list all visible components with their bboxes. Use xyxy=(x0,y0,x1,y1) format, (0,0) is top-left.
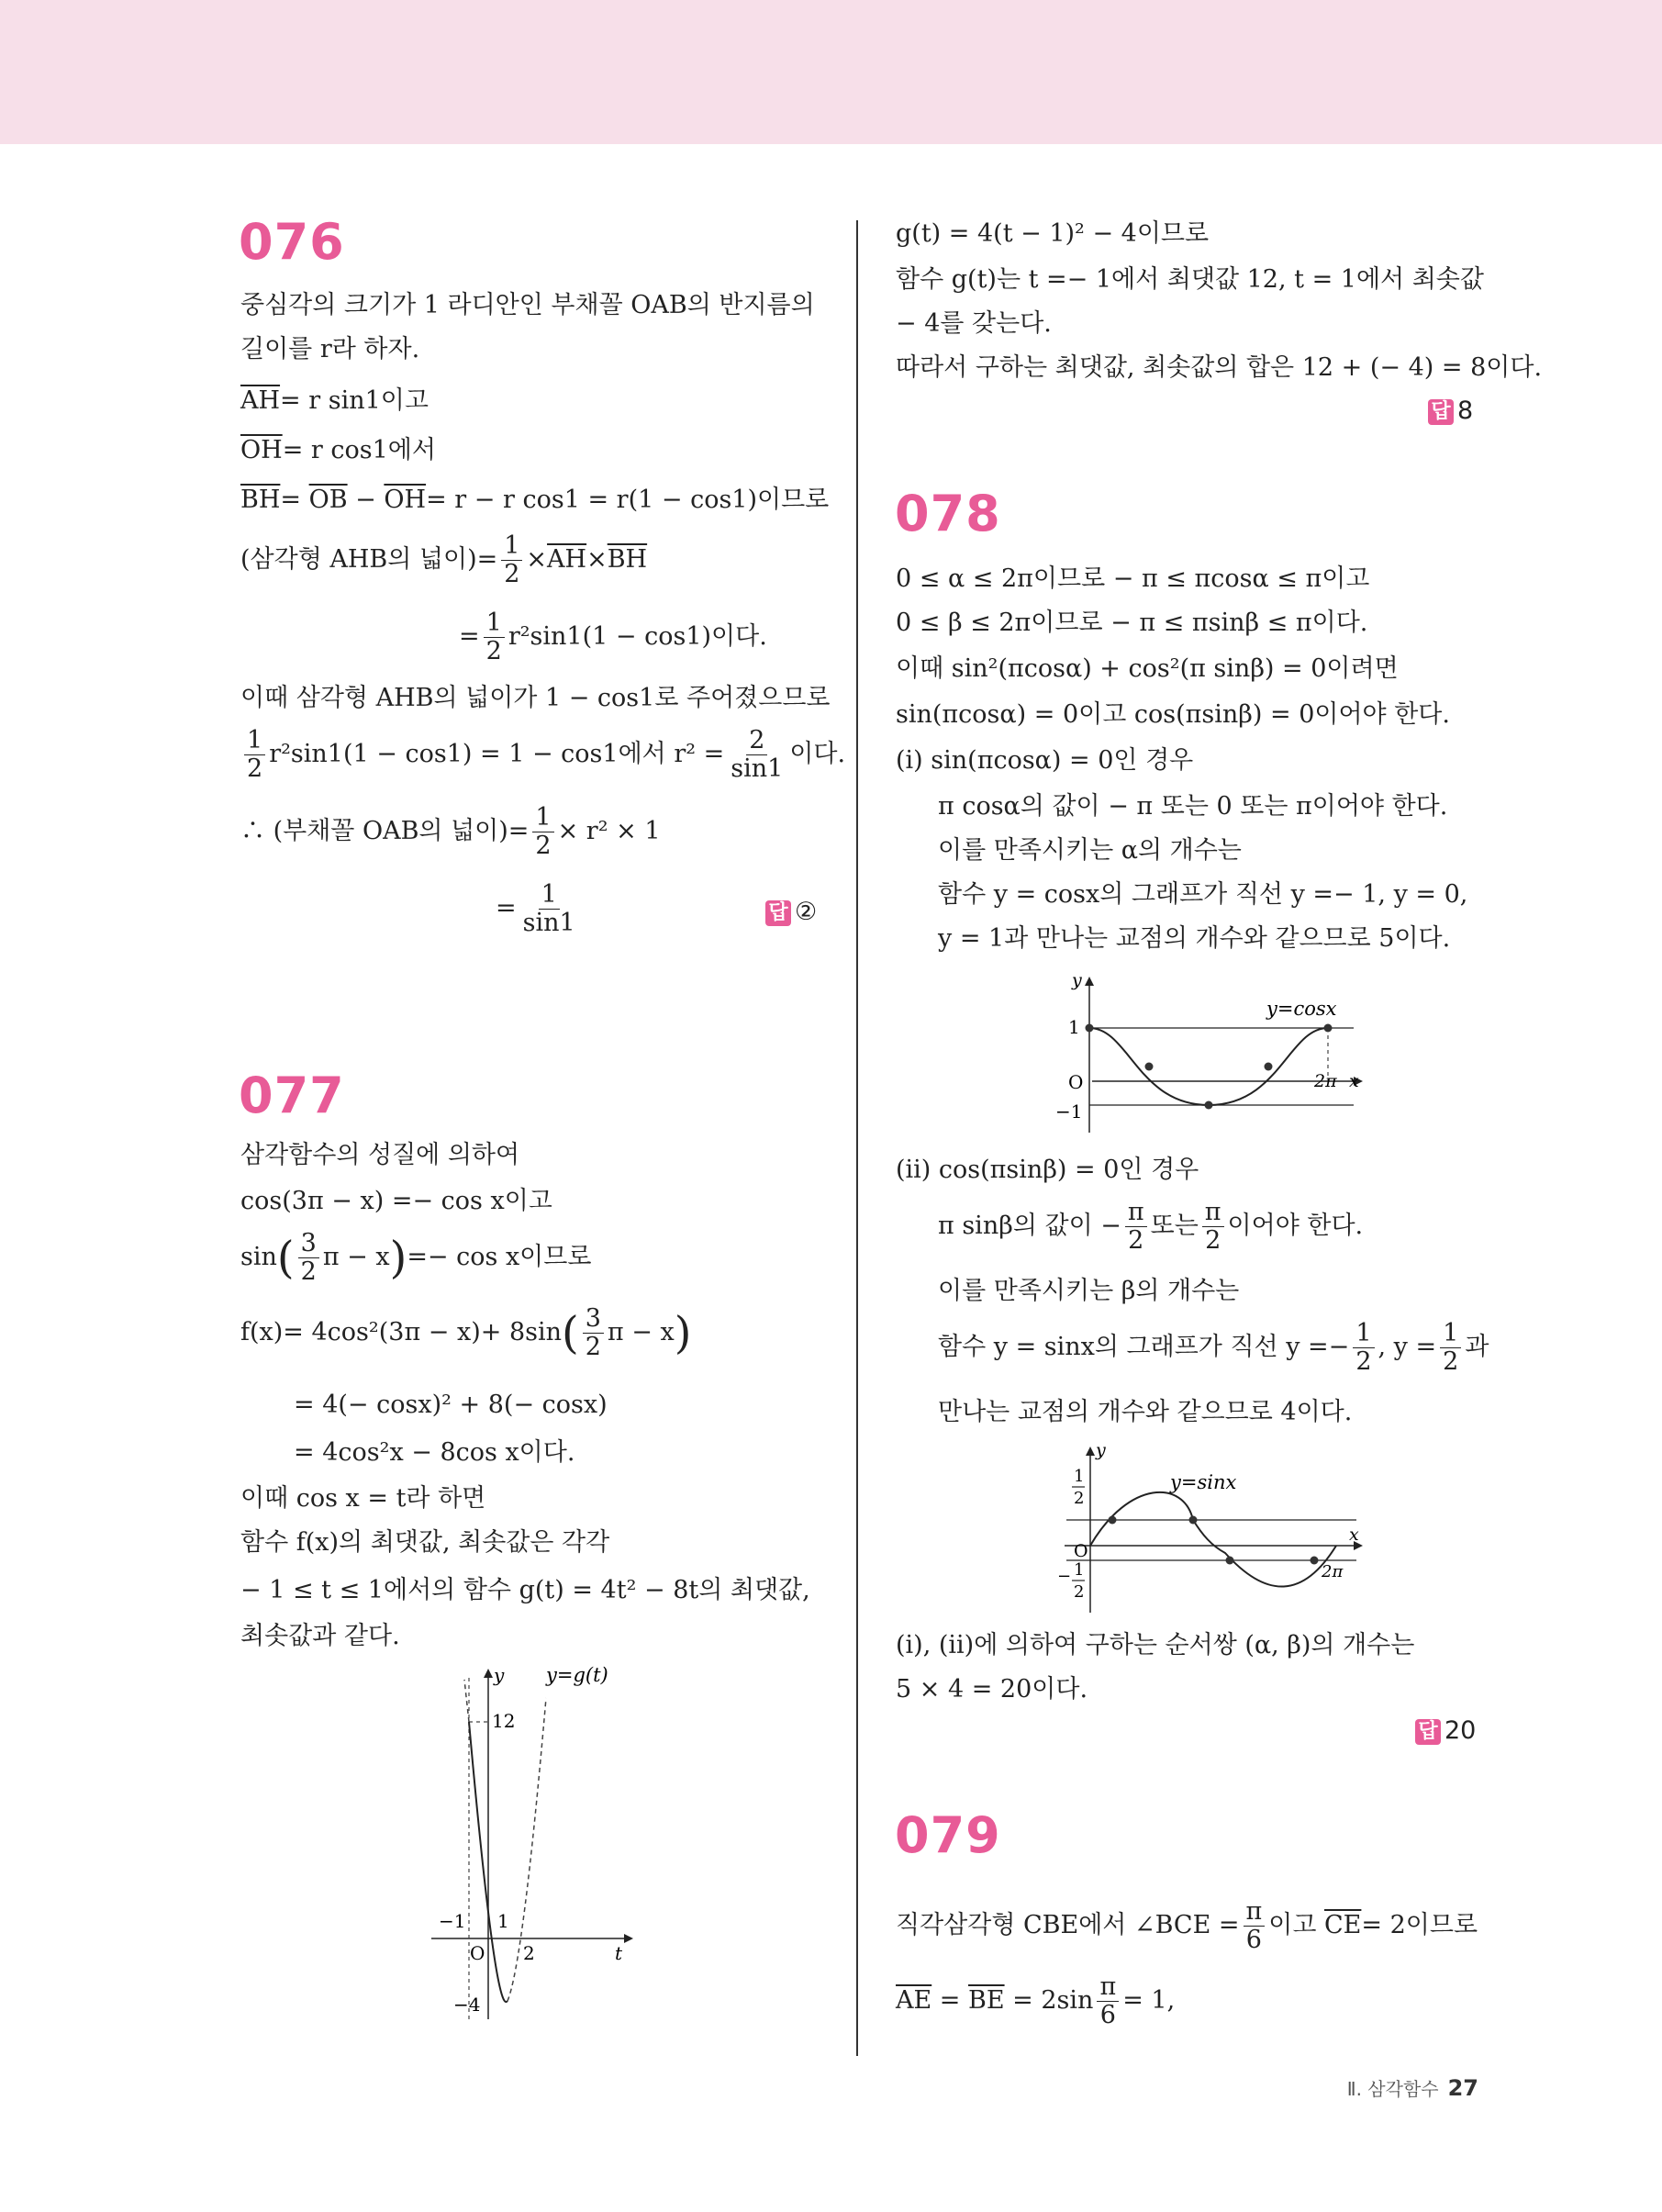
sine-graph xyxy=(1046,1443,1377,1617)
sin-curve xyxy=(1090,1492,1336,1587)
numerator: 1 xyxy=(1440,1320,1461,1348)
text-line xyxy=(896,1898,1478,1954)
text-span: = xyxy=(931,1986,969,2015)
answer-tag: 답 xyxy=(765,900,791,926)
text-line xyxy=(459,609,767,665)
text-line: 만나는 교점의 개수와 같으므로 4이다. xyxy=(938,1398,1353,1426)
text-line: − 4를 갖는다. xyxy=(896,309,1052,338)
text-line xyxy=(896,1973,1175,2029)
fraction xyxy=(484,609,505,665)
text-line: − 1 ≤ t ≤ 1에서의 함수 g(t) = 4t² − 8t의 최댓값, xyxy=(240,1576,810,1604)
text-line: 이를 만족시키는 α의 개수는 xyxy=(938,836,1242,865)
y-axis-arrow xyxy=(1085,977,1094,986)
text-span: 이다. xyxy=(789,740,846,768)
text-line: = 4(− cosx)² + 8(− cosx) xyxy=(294,1391,608,1419)
answer-076 xyxy=(765,898,817,926)
paren: ) xyxy=(389,1232,407,1284)
paren: ( xyxy=(562,1307,579,1359)
denominator: 2 xyxy=(300,1257,317,1286)
intersection-point xyxy=(1205,1101,1213,1110)
text-span: × xyxy=(526,545,548,574)
fraction xyxy=(1353,1320,1374,1376)
tick-label: −1 xyxy=(1055,1100,1083,1123)
column-divider xyxy=(856,220,858,2056)
text-line xyxy=(240,435,436,466)
text-span: = r − r cos1 = r(1 − cos1)이므로 xyxy=(426,486,830,514)
text-span: π sinβ의 값이 − xyxy=(938,1212,1121,1240)
denominator: 2 xyxy=(485,637,502,665)
intersection-point xyxy=(1324,1024,1333,1033)
text-span: f(x)= 4cos²(3π − x)+ 8sin xyxy=(240,1318,562,1346)
denominator: 6 xyxy=(1245,1926,1262,1954)
text-span: × r² × 1 xyxy=(557,817,661,845)
intersection-point xyxy=(1145,1063,1154,1071)
text-line xyxy=(496,881,582,937)
header-band xyxy=(0,0,1662,144)
numerator: 1 xyxy=(539,881,560,910)
numerator: 3 xyxy=(298,1230,319,1258)
denominator: 2 xyxy=(504,560,520,588)
segment-label: $\overline{BE}$ xyxy=(968,1986,1005,2015)
numerator: 1 xyxy=(484,609,505,638)
segment-label: $\overline{AH}$ xyxy=(240,386,281,415)
text-line: 이를 만족시키는 β의 개수는 xyxy=(938,1277,1240,1305)
denominator: sin1 xyxy=(731,754,784,783)
text-span: = r cos1에서 xyxy=(282,436,436,464)
paren: ( xyxy=(276,1232,295,1284)
fraction xyxy=(532,804,553,860)
text-span: π − x xyxy=(607,1318,675,1346)
text-span: 함수 y = sinx의 그래프가 직선 y =− xyxy=(938,1333,1350,1361)
text-span: ∴ (부채꼴 OAB의 넓이)= xyxy=(240,817,530,845)
intersection-point xyxy=(1109,1516,1117,1525)
text-span: 직각삼각형 CBE에서 ∠BCE = xyxy=(896,1911,1240,1939)
denominator: 2 xyxy=(1443,1347,1459,1376)
text-line xyxy=(240,804,661,860)
tick-label: 2 xyxy=(1074,1582,1085,1602)
numerator: π xyxy=(1244,1898,1266,1927)
segment-label: $\overline{BH}$ xyxy=(240,486,281,514)
text-line xyxy=(938,1320,1489,1376)
text-span: 이어야 한다. xyxy=(1227,1212,1364,1240)
y-axis-arrow xyxy=(484,1669,493,1678)
text-line: 중심각의 크기가 1 라디안인 부채꼴 OAB의 반지름의 xyxy=(240,291,815,319)
tick-label: 2 xyxy=(523,1942,535,1964)
text-line: 함수 f(x)의 최댓값, 최솟값은 각각 xyxy=(240,1528,610,1557)
curve-dashed xyxy=(464,1680,469,1722)
text-line xyxy=(240,727,845,783)
text-line: = 4cos²x − 8cos x이다. xyxy=(294,1438,575,1467)
text-span: = 1, xyxy=(1122,1986,1176,2015)
text-line xyxy=(240,1305,691,1361)
y-axis-arrow xyxy=(1086,1447,1095,1456)
text-line: 함수 y = cosx의 그래프가 직선 y =− 1, y = 0, xyxy=(938,880,1468,909)
x-axis-label: x xyxy=(1349,1071,1359,1091)
text-line: 0 ≤ α ≤ 2π이므로 − π ≤ πcosα ≤ π이고 xyxy=(896,564,1370,593)
text-line: 따라서 구하는 최댓값, 최솟값의 합은 12 + (− 4) = 8이다. xyxy=(896,353,1543,382)
denominator: 2 xyxy=(535,832,552,860)
origin-label: O xyxy=(1068,1071,1084,1093)
answer-tag: 답 xyxy=(1428,399,1454,425)
text-line: sin(πcosα) = 0이고 cos(πsinβ) = 0이어야 한다. xyxy=(896,700,1450,729)
intersection-point xyxy=(1265,1063,1273,1071)
fraction xyxy=(1097,1973,1119,2029)
text-line: (ⅱ) cos(πsinβ) = 0인 경우 xyxy=(896,1156,1199,1184)
text-line: cos(3π − x) =− cos x이고 xyxy=(240,1187,552,1215)
x-axis-label: t xyxy=(615,1942,623,1964)
t-axis-arrow xyxy=(624,1934,633,1943)
segment-label: $\overline{OH}$ xyxy=(240,436,283,464)
tick-label: 1 xyxy=(1074,1467,1085,1486)
fraction xyxy=(501,532,522,588)
text-span: = 2sin xyxy=(1004,1986,1094,2015)
paren: ) xyxy=(674,1307,692,1359)
text-span: = xyxy=(459,622,480,651)
segment-label: $\overline{OH}$ xyxy=(384,486,427,514)
fraction xyxy=(244,727,265,783)
denominator: 2 xyxy=(585,1333,601,1361)
y-axis-label: y xyxy=(1072,970,1082,990)
problem-number-079: 079 xyxy=(895,1806,1001,1864)
origin-label: O xyxy=(470,1942,485,1964)
answer-tag: 답 xyxy=(1415,1719,1441,1745)
text-line xyxy=(240,532,647,588)
text-line: 삼각함수의 성질에 의하여 xyxy=(240,1141,520,1169)
text-line: 최솟값과 같다. xyxy=(240,1622,400,1650)
text-line: y = 1과 만나는 교점의 개수와 같으므로 5이다. xyxy=(938,924,1451,953)
tick-label: 2π xyxy=(1314,1071,1337,1091)
denominator: 2 xyxy=(1355,1347,1372,1376)
answer-value: 20 xyxy=(1444,1716,1477,1745)
tick-label: 1 xyxy=(497,1910,509,1932)
text-span: sin xyxy=(240,1243,277,1271)
text-span: − xyxy=(347,486,385,514)
y-axis-label: y xyxy=(1096,1443,1106,1460)
page-footer xyxy=(1347,2074,1478,2101)
fraction xyxy=(1440,1320,1461,1376)
tick-label: 12 xyxy=(492,1710,516,1732)
text-span: 이고 xyxy=(1268,1911,1317,1939)
segment-label: $\overline{BH}$ xyxy=(607,545,648,574)
problem-number-078: 078 xyxy=(895,485,1001,542)
problem-number-077: 077 xyxy=(239,1067,345,1124)
fraction xyxy=(298,1230,319,1286)
intersection-point xyxy=(1226,1557,1234,1565)
denominator: 2 xyxy=(1128,1226,1144,1255)
text-span: 또는 xyxy=(1150,1212,1199,1240)
numerator: π xyxy=(1125,1199,1147,1227)
denominator: 2 xyxy=(247,754,263,783)
cosine-graph xyxy=(1046,969,1367,1134)
text-line: g(t) = 4(t − 1)² − 4이므로 xyxy=(896,219,1210,248)
text-line: 이때 삼각형 AHB의 넓이가 1 − cos1로 주어졌으므로 xyxy=(240,684,831,712)
text-span: r²sin1(1 − cos1)이다. xyxy=(508,622,767,651)
tick-label: 1 xyxy=(1068,1016,1080,1038)
segment-label: $\overline{OB}$ xyxy=(308,486,348,514)
numerator: π xyxy=(1097,1973,1119,2002)
fraction xyxy=(728,727,786,783)
origin-label: O xyxy=(1074,1541,1088,1561)
x-axis-label: x xyxy=(1349,1525,1359,1545)
numerator: 1 xyxy=(501,532,522,561)
answer-value: ② xyxy=(795,898,818,926)
numerator: 1 xyxy=(532,804,553,832)
text-line: (ⅰ) sin(πcosα) = 0인 경우 xyxy=(896,746,1194,775)
tick-label: 2 xyxy=(1074,1489,1085,1508)
answer-077 xyxy=(1428,397,1473,425)
graph-label: y=cosx xyxy=(1266,998,1337,1020)
page-number: 27 xyxy=(1447,2075,1478,2101)
intersection-point xyxy=(1086,1024,1094,1033)
minus-sign: − xyxy=(1057,1567,1072,1586)
text-span: 과 xyxy=(1465,1333,1489,1361)
text-span: r²sin1(1 − cos1) = 1 − cos1에서 r² = xyxy=(269,740,725,768)
text-span: π − x xyxy=(322,1243,390,1271)
fraction xyxy=(1244,1898,1266,1954)
denominator: sin1 xyxy=(522,909,575,937)
text-span: × xyxy=(586,545,608,574)
text-line: (ⅰ), (ⅱ)에 의하여 구하는 순서쌍 (α, β)의 개수는 xyxy=(896,1631,1415,1659)
graph-label: y=g(t) xyxy=(546,1664,608,1686)
tick-label: 2π xyxy=(1322,1562,1344,1581)
text-line: 함수 g(t)는 t =− 1에서 최댓값 12, t = 1에서 최솟값 xyxy=(896,265,1484,294)
segment-label: $\overline{AE}$ xyxy=(896,1986,932,2015)
text-line: π cosα의 값이 − π 또는 0 또는 π이어야 한다. xyxy=(938,792,1448,821)
parabola-graph xyxy=(422,1661,642,2028)
intersection-point xyxy=(1189,1516,1198,1525)
segment-label: $\overline{AH}$ xyxy=(547,545,587,574)
answer-value: 8 xyxy=(1457,397,1474,425)
segment-label: $\overline{CE}$ xyxy=(1324,1911,1362,1939)
text-line: 이때 sin²(πcosα) + cos²(π sinβ) = 0이려면 xyxy=(896,654,1399,683)
text-span: = xyxy=(496,894,517,922)
denominator: 2 xyxy=(1205,1226,1221,1255)
text-span: = r sin1이고 xyxy=(280,386,429,415)
numerator: 3 xyxy=(583,1305,604,1334)
text-line: 5 × 4 = 20이다. xyxy=(896,1675,1088,1704)
problem-number-076: 076 xyxy=(239,213,345,271)
text-span: (삼각형 AHB의 넓이)= xyxy=(240,545,498,574)
text-line: 길이를 r라 하자. xyxy=(240,335,420,363)
numerator: 2 xyxy=(746,727,767,755)
text-line: 이때 cos x = t라 하면 xyxy=(240,1484,486,1513)
text-span: =− cos x이므로 xyxy=(407,1243,592,1271)
answer-078 xyxy=(1415,1716,1476,1745)
graph-label: y=sinx xyxy=(1170,1471,1237,1493)
numerator: 1 xyxy=(1353,1320,1374,1348)
text-span: = xyxy=(280,486,309,514)
text-line xyxy=(240,485,829,516)
text-line xyxy=(938,1199,1363,1255)
tick-label: −4 xyxy=(453,1994,481,2016)
denominator: 6 xyxy=(1099,2001,1116,2029)
fraction xyxy=(520,881,578,937)
text-line: 0 ≤ β ≤ 2π이므로 − π ≤ πsinβ ≤ π이다. xyxy=(896,609,1368,637)
text-span: = 2이므로 xyxy=(1361,1911,1478,1939)
fraction xyxy=(1202,1199,1224,1255)
numerator: π xyxy=(1202,1199,1224,1227)
y-axis-label: y xyxy=(494,1664,505,1686)
cos-curve xyxy=(1089,1028,1328,1105)
tick-label: −1 xyxy=(439,1910,466,1932)
fraction xyxy=(1125,1199,1147,1255)
chapter-label: Ⅱ. 삼각함수 xyxy=(1346,2078,1439,2100)
text-line xyxy=(240,385,429,417)
intersection-point xyxy=(1311,1557,1319,1565)
text-line xyxy=(240,1230,591,1286)
numerator: 1 xyxy=(244,727,265,755)
text-span: , y = xyxy=(1378,1333,1437,1361)
fraction xyxy=(583,1305,604,1361)
tick-label: 1 xyxy=(1074,1560,1085,1580)
